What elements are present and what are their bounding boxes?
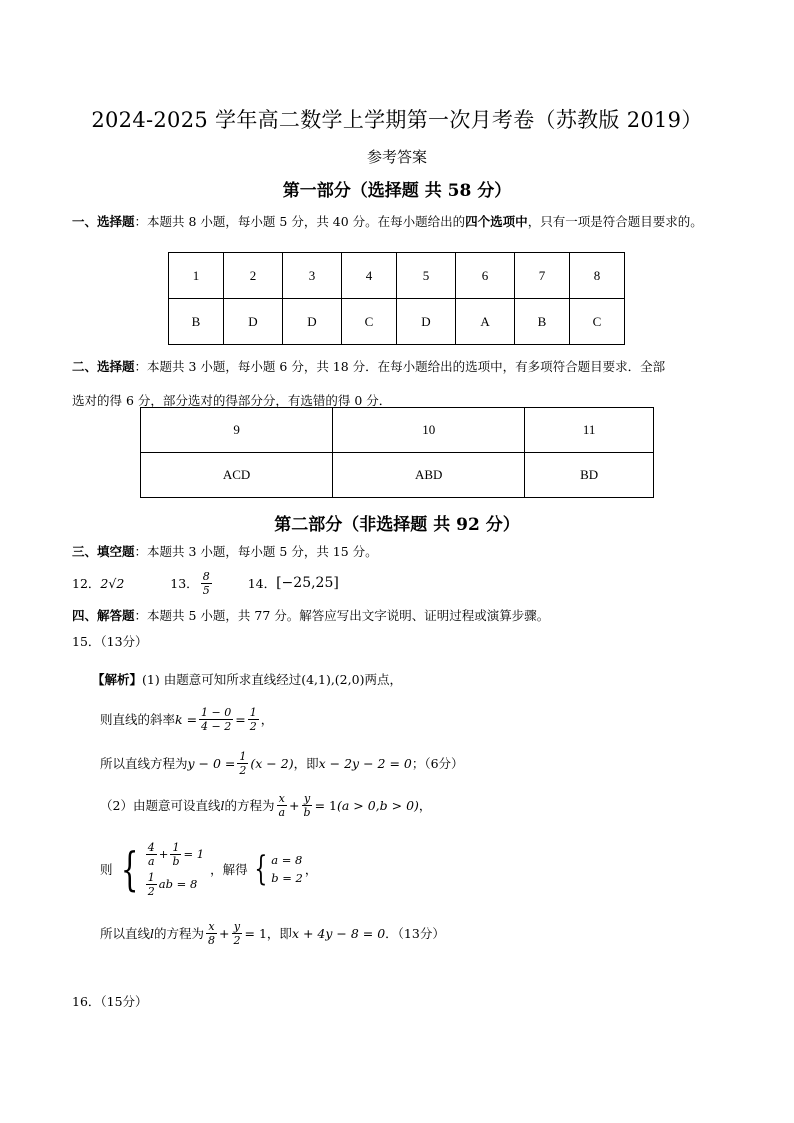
q15-math: x + 4y − 8 = 0 <box>291 925 386 941</box>
answer-table-2-answer-row <box>141 453 654 498</box>
q15-math: = 1 <box>183 847 205 861</box>
q15-text: 则直线的斜率 <box>100 712 176 727</box>
table1-q: 7 <box>515 253 570 299</box>
q12-number: 12． <box>72 576 101 591</box>
q12-answer: 2√2 <box>100 575 125 591</box>
system-eq1 <box>144 840 205 868</box>
table1-q: 8 <box>569 253 624 299</box>
q13-num: 8 <box>202 569 210 583</box>
q13-den: 5 <box>202 583 210 597</box>
frac-num: y <box>233 919 241 933</box>
q15-math: (x − 2) <box>250 755 294 771</box>
q15-text: 的方程为 <box>224 798 275 813</box>
q15-text: 则 <box>100 862 113 877</box>
frac-num: 1 <box>172 840 180 854</box>
q15-text: (1) 由题意可知所求直线经过 <box>142 672 302 687</box>
q15-text: ；（6分） <box>411 756 464 771</box>
q15-math: x − 2y − 2 = 0 <box>318 755 412 771</box>
frac-num: 1 <box>147 870 155 884</box>
system-lines <box>144 840 205 898</box>
frac-den: b <box>172 854 180 868</box>
table1-a: B <box>169 299 224 345</box>
q15-math: l <box>220 797 225 813</box>
answer-table-1-answer-row <box>169 299 625 345</box>
frac-num: x <box>278 791 285 805</box>
q15-frac <box>302 792 313 819</box>
answer-table-2 <box>140 407 654 498</box>
frac-den: 8 <box>208 933 216 947</box>
q15-frac <box>199 706 233 733</box>
frac-den: 2 <box>233 933 241 947</box>
section1-text2: ，只有一项是符合题目要求的。 <box>527 214 703 229</box>
table1-a: D <box>282 299 341 345</box>
fill-answers <box>72 566 339 600</box>
frac-num: 1 − 0 <box>201 705 232 719</box>
q15-text: 的方程为 <box>154 926 205 941</box>
q15-frac <box>248 706 259 733</box>
frac-den: b <box>303 805 311 819</box>
q15-math: k = <box>175 711 198 727</box>
frac-den: 2 <box>249 719 257 733</box>
table1-a: C <box>569 299 624 345</box>
section4-text: ：本题共 5 小题，共 77 分。解答应写出文字说明、证明过程或演算步骤。 <box>134 608 550 623</box>
q15-math: (4,1),(2,0) <box>301 671 365 687</box>
q16-header: 16．（15分） <box>72 994 148 1009</box>
frac <box>146 871 157 898</box>
section2-label: 二、选择题 <box>72 359 135 374</box>
solution-lines <box>271 851 303 887</box>
q15-math: l <box>150 925 155 941</box>
q15-text: 两点， <box>364 672 402 687</box>
section2-line1: ：本题共 3 小题，每小题 6 分，共 18 分．在每小题给出的选项中，有多项符合题目要求．全部 <box>134 359 666 374</box>
answer-table-2-question-row <box>141 408 654 453</box>
equation-system <box>115 840 205 898</box>
section3-instructions <box>72 542 378 562</box>
q15-math: = <box>235 711 246 727</box>
answer-table-1 <box>168 252 625 345</box>
table1-a: A <box>456 299 515 345</box>
frac-num: 1 <box>249 705 257 719</box>
q13-answer <box>201 570 212 597</box>
table1-q: 1 <box>169 253 224 299</box>
section1-instructions <box>72 212 732 232</box>
table2-q: 11 <box>525 408 654 453</box>
q15-line4 <box>100 788 431 822</box>
frac-num: x <box>208 919 215 933</box>
table1-q: 5 <box>396 253 455 299</box>
table1-a: D <box>396 299 455 345</box>
frac <box>146 841 157 868</box>
page-title: 2024-2025 学年高二数学上学期第一次月考卷（苏教版 2019） <box>91 108 703 132</box>
q15-frac <box>237 750 248 777</box>
frac-den: a <box>278 805 286 819</box>
table1-a: B <box>515 299 570 345</box>
q15-line3 <box>100 746 464 780</box>
q15-frac <box>276 792 287 819</box>
q15-line5 <box>100 832 317 906</box>
section4-instructions <box>72 606 549 626</box>
q15-math: + <box>219 925 230 941</box>
system-eq2 <box>144 870 204 898</box>
frac-den: 2 <box>239 763 247 777</box>
table2-q: 9 <box>141 408 333 453</box>
q15-text: ，解得 <box>210 862 248 877</box>
q15-math: ab = 8 <box>158 877 198 891</box>
section4-label: 四、解答题 <box>72 608 135 623</box>
analysis-label: 【解析】 <box>92 672 143 687</box>
q15-math: = 1 <box>314 797 337 813</box>
table1-q: 2 <box>223 253 282 299</box>
section3-label: 三、填空题 <box>72 544 135 559</box>
q15-text: ， <box>304 862 318 877</box>
frac-num: y <box>303 791 311 805</box>
left-brace-icon: { <box>253 849 267 889</box>
q15-math: + <box>158 847 169 861</box>
q15-text: ，即 <box>293 756 319 771</box>
frac-den: 2 <box>147 884 155 898</box>
part2-heading: 第二部分（非选择题 共 92 分） <box>274 515 520 535</box>
table1-q: 6 <box>456 253 515 299</box>
solution-system <box>250 851 303 887</box>
q15-frac <box>232 920 243 947</box>
solution-b: b = 2 <box>271 871 303 885</box>
q13-number: 13． <box>170 576 199 591</box>
answer-table-1-question-row <box>169 253 625 299</box>
q15-math: = 1 <box>244 925 267 941</box>
part1-heading: 第一部分（选择题 共 58 分） <box>282 181 512 201</box>
section1-label: 一、选择题 <box>72 214 135 229</box>
q15-frac <box>206 920 217 947</box>
subtitle: 参考答案 <box>366 148 427 166</box>
q15-text: ．（13分） <box>385 926 445 941</box>
q15-math: y − 0 = <box>187 755 236 771</box>
section1-text: ：本题共 8 小题，每小题 5 分，共 40 分。在每小题给出的 <box>134 214 466 229</box>
q15-text: ， <box>260 712 274 727</box>
q15-text: 所以直线 <box>100 926 151 941</box>
frac-den: 4 − 2 <box>201 719 232 733</box>
section1-bold: 四个选项中 <box>465 214 528 229</box>
table1-a: C <box>342 299 397 345</box>
q15-line2 <box>100 702 273 736</box>
table2-a: ACD <box>141 453 333 498</box>
table2-a: ABD <box>333 453 525 498</box>
q15-math: (a > 0,b > 0) <box>336 797 419 813</box>
q15-text: 所以直线方程为 <box>100 756 188 771</box>
q14-answer: [−25,25] <box>276 575 339 591</box>
table1-a: D <box>223 299 282 345</box>
q15-text: （2）由题意可设直线 <box>100 798 221 813</box>
frac-den: a <box>148 854 155 868</box>
q15-line6 <box>100 916 445 950</box>
q15-line1 <box>92 668 402 690</box>
section3-text: ：本题共 3 小题，每小题 5 分，共 15 分。 <box>134 544 378 559</box>
solution-a: a = 8 <box>271 853 303 867</box>
frac-num: 4 <box>147 840 155 854</box>
table2-a: BD <box>525 453 654 498</box>
q15-math: + <box>289 797 300 813</box>
left-brace-icon: { <box>120 842 138 896</box>
q15-text: ，即 <box>266 926 292 941</box>
table1-q: 3 <box>282 253 341 299</box>
frac-num: 1 <box>239 749 247 763</box>
frac <box>170 841 181 868</box>
table1-q: 4 <box>342 253 397 299</box>
table2-q: 10 <box>333 408 525 453</box>
q15-header: 15．（13分） <box>72 634 148 649</box>
q15-text: ， <box>418 798 432 813</box>
section2-line2: 选对的得 6 分，部分选对的得部分分，有选错的得 0 分． <box>72 393 392 408</box>
q14-number: 14． <box>247 576 277 591</box>
